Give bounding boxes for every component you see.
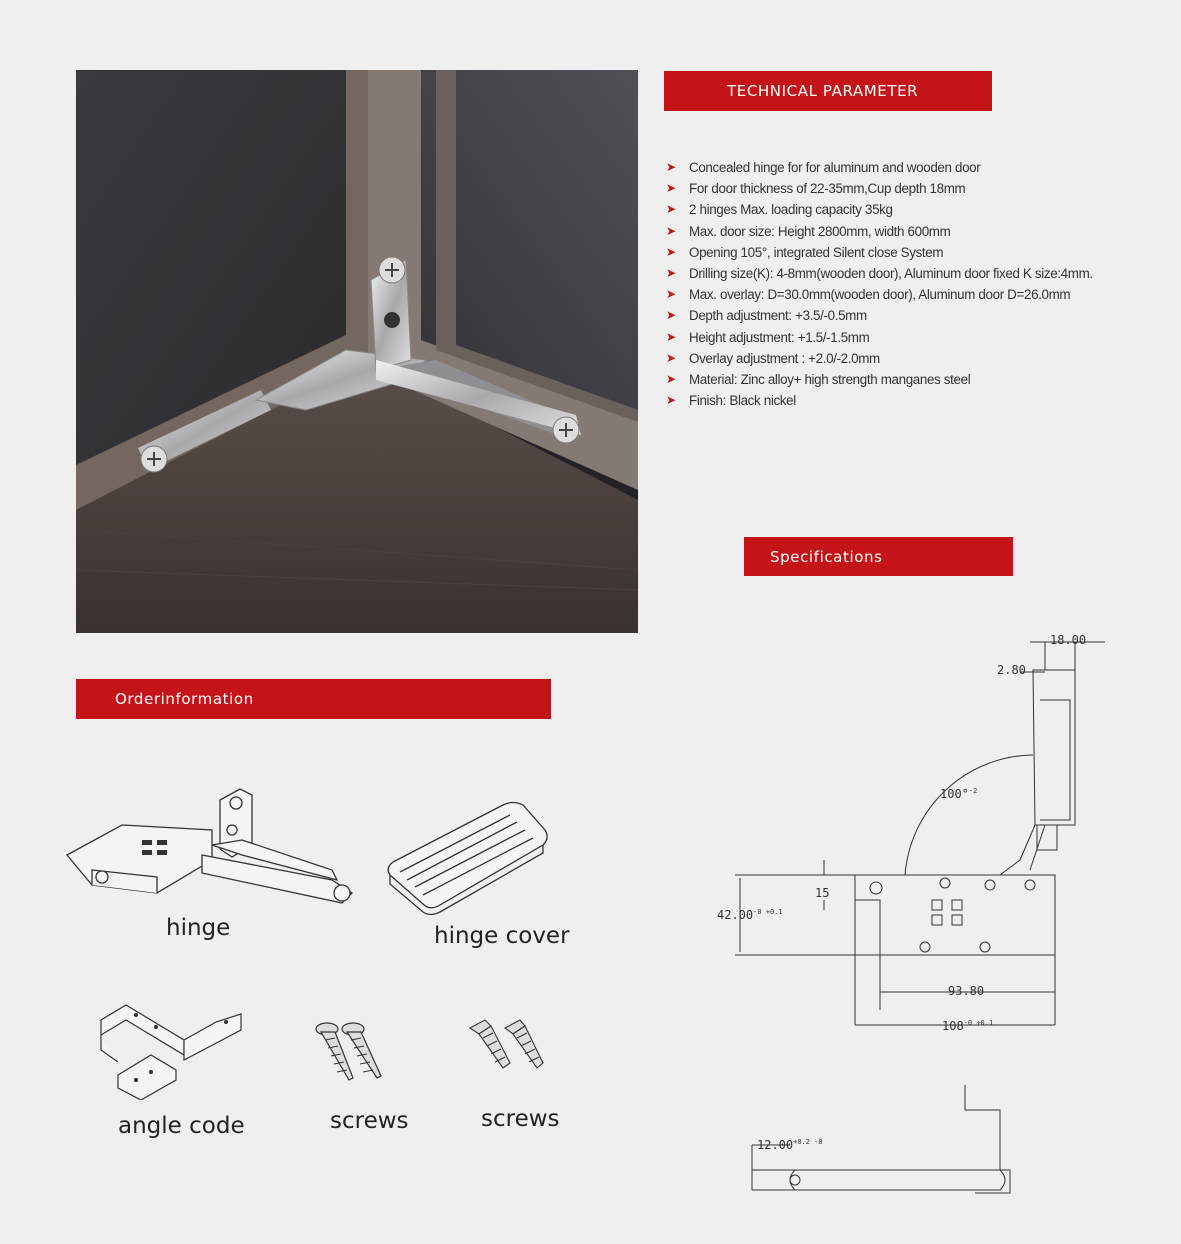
- arrow-icon: ➤: [666, 244, 676, 259]
- screws-label-1: screws: [330, 1108, 409, 1134]
- arrow-icon: ➤: [666, 308, 676, 323]
- parameter-item: ➤ Depth adjustment: +3.5/-0.5mm: [666, 305, 1136, 326]
- dim-42: $42.00^{-0 +0.1}$: [717, 908, 783, 922]
- dim-12: $12.00^{+0.2 -0}$: [757, 1138, 823, 1152]
- parameter-list: [666, 157, 1136, 411]
- angle-code-label: angle code: [118, 1113, 245, 1139]
- arrow-icon: ➤: [666, 160, 676, 174]
- hinge-illustration: [62, 785, 362, 910]
- parameter-item: ➤ Drilling size(K): 4-8mm(wooden door), Aluminum door fixed K size:4mm.: [666, 263, 1136, 284]
- technical-parameter-title: TECHNICAL PARAMETER: [727, 82, 919, 100]
- parameter-item: ➤ Finish: Black nickel: [666, 390, 1136, 411]
- technical-parameter-header: [664, 71, 992, 111]
- dim-2-80: 2.80: [997, 663, 1026, 677]
- product-photo: [76, 70, 638, 633]
- arrow-icon: ➤: [666, 265, 676, 280]
- parameter-item: ➤ Concealed hinge for for aluminum and wooden door: [666, 157, 1136, 178]
- parameter-item: ➤ Material: Zinc alloy+ high strength manganes steel: [666, 369, 1136, 390]
- hinge-cover-illustration: [385, 800, 555, 915]
- order-information-title: Orderinformation: [115, 690, 254, 708]
- specifications-title: Specifications: [770, 547, 883, 566]
- arrow-icon: ➤: [666, 350, 676, 365]
- dim-93-80: 93.80: [948, 984, 985, 998]
- parameter-item: ➤ Max. door size: Height 2800mm, width 600mm: [666, 221, 1136, 242]
- hinge-cover-label: hinge cover: [434, 923, 570, 949]
- arrow-icon: ➤: [666, 329, 676, 344]
- arrow-icon: ➤: [666, 181, 676, 196]
- parameter-item: ➤ Opening 105°, integrated Silent close System: [666, 242, 1136, 263]
- arrow-icon: ➤: [666, 287, 676, 302]
- specifications-header: [744, 537, 1013, 576]
- arrow-icon: ➤: [666, 202, 676, 217]
- arrow-icon: ➤: [666, 223, 676, 238]
- parameter-item: ➤ Overlay adjustment : +2.0/-2.0mm: [666, 348, 1136, 369]
- screws-illustration: [313, 1018, 393, 1088]
- hinge-label: hinge: [166, 915, 231, 941]
- screws-illustration-2: [465, 1018, 550, 1078]
- dim-15: 15: [815, 886, 830, 900]
- parameter-item: ➤ 2 hinges Max. loading capacity 35kg: [666, 199, 1136, 220]
- parameter-item: ➤ Height adjustment: +1.5/-1.5mm: [666, 327, 1136, 348]
- dim-108: $108^{-0 +0.1}$: [942, 1019, 994, 1033]
- order-information-header: [76, 679, 551, 719]
- parameter-item: ➤ Max. overlay: D=30.0mm(wooden door), Aluminum door D=26.0mm: [666, 284, 1136, 305]
- screws-label-2: screws: [481, 1106, 560, 1132]
- arrow-icon: ➤: [666, 393, 676, 408]
- arrow-icon: ➤: [666, 371, 676, 386]
- dim-angle: 100°$^{-2}$: [940, 787, 978, 801]
- dim-18: 18.00: [1050, 633, 1087, 647]
- angle-code-illustration: [96, 1000, 246, 1100]
- parameter-item: ➤ For door thickness of 22-35mm,Cup depth 18mm: [666, 178, 1136, 199]
